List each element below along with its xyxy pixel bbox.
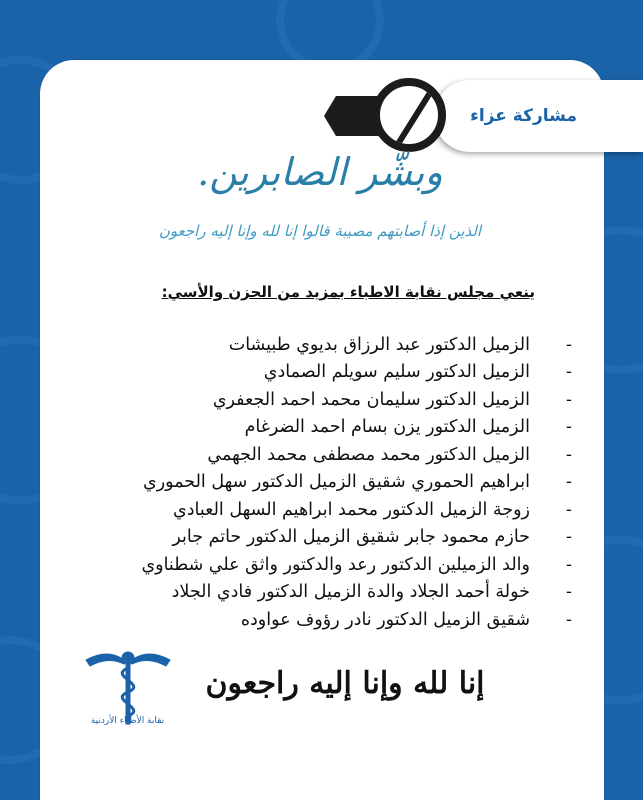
list-item-text: والد الزميلين الدكتور رعد والدكتور واثق علي شطناوي	[141, 554, 530, 575]
dash: -	[565, 499, 573, 520]
closing-phrase: إنا لله وإنا إليه راجعون	[205, 666, 485, 701]
list-item	[90, 524, 580, 552]
list-item-text: شقيق الزميل الدكتور نادر رؤوف عواوده	[240, 609, 530, 630]
intro-text: ينعي مجلس نقابة الاطباء بمزيد من الحزن والأسي:	[161, 283, 535, 301]
header-tab	[434, 80, 643, 152]
list-item-text: الزميل الدكتور سليمان محمد احمد الجعفري	[212, 389, 530, 410]
no-entry-icon	[372, 78, 446, 152]
list-item	[90, 331, 580, 359]
list-item	[90, 579, 580, 607]
list-item	[90, 551, 580, 579]
verse-title: وبشّر الصابرين.	[197, 150, 443, 194]
list-item-text: زوجة الزميل الدكتور محمد ابراهيم السهل العبادي	[173, 499, 530, 520]
dash: -	[565, 527, 573, 548]
verse-subtitle: الذين إذا أصابتهم مصيبة قالوا إنا لله وإنا إليه راجعون	[158, 222, 482, 240]
list-item-text: ابراهيم الحموري شقيق الزميل الدكتور سهل الحموري	[143, 472, 530, 493]
list-item-text: الزميل الدكتور محمد مصطفى محمد الجهمي	[207, 444, 530, 465]
dash: -	[565, 417, 573, 438]
header-title: مشاركة عزاء	[470, 106, 577, 126]
list-item	[90, 441, 580, 469]
list-item	[90, 496, 580, 524]
list-item	[90, 606, 580, 634]
dash: -	[565, 362, 573, 383]
dash: -	[565, 554, 573, 575]
dash: -	[565, 334, 573, 355]
list-item	[90, 359, 580, 387]
list-item-text: الزميل الدكتور يزن بسام احمد الضرغام	[244, 417, 530, 438]
list-item-text: خولة أحمد الجلاد والدة الزميل الدكتور فادي الجلاد	[171, 582, 530, 603]
dash: -	[565, 389, 573, 410]
list-item	[90, 469, 580, 497]
list-item-text: حازم محمود جابر شقيق الزميل الدكتور حاتم جابر	[172, 527, 530, 548]
list-item	[90, 386, 580, 414]
dash: -	[565, 472, 573, 493]
list-item-text: الزميل الدكتور عبد الرزاق بديوي طبيشات	[228, 334, 530, 355]
dash: -	[565, 609, 573, 630]
dash: -	[565, 444, 573, 465]
logo-caption: نقابة الأطباء الأردنية	[90, 716, 165, 726]
list-item-text: الزميل الدكتور سليم سويلم الصمادي	[263, 362, 530, 383]
dash: -	[565, 582, 573, 603]
condolence-list	[90, 331, 580, 634]
list-item	[90, 414, 580, 442]
